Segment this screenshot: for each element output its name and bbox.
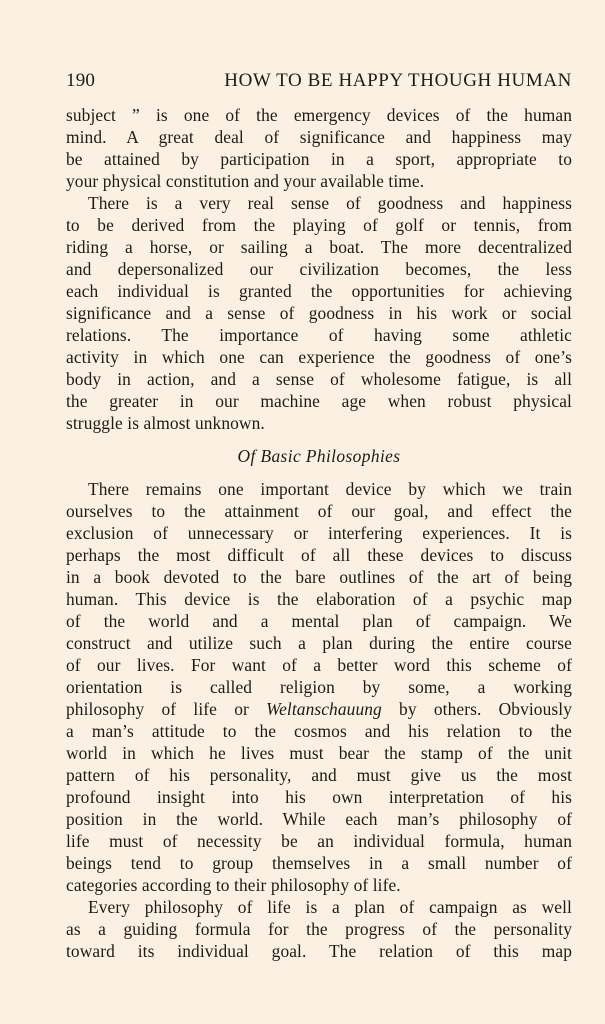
text-line: orientation is called religion by some, a working (66, 677, 572, 697)
running-head: HOW TO BE HAPPY THOUGH HUMAN (224, 70, 572, 91)
text-line: Every philosophy of life is a plan of campaign as well (88, 897, 572, 917)
page-header (66, 70, 576, 98)
text-line: mind. A great deal of significance and happiness may (66, 127, 572, 147)
text-line: perhaps the most difficult of all these devices to discuss (66, 545, 572, 565)
text-line: be attained by participation in a sport, appropriate to (66, 149, 572, 169)
text-line: profound insight into his own interpretation of his (66, 787, 572, 807)
paragraph-1 (66, 104, 572, 192)
text-line: the greater in our machine age when robust physical (66, 391, 572, 411)
text-line: in a book devoted to the bare outlines of the art of being (66, 567, 572, 587)
text-line: ourselves to the attainment of our goal, and effect the (66, 501, 572, 521)
text-line: riding a horse, or sailing a boat. The more decentralized (66, 237, 572, 257)
text-line: position in the world. While each man’s philosophy of (66, 809, 572, 829)
text-line: world in which he lives must bear the stamp of the unit (66, 743, 572, 763)
text-line: exclusion of unnecessary or interfering experiences. It is (66, 523, 572, 543)
text-line: subject ” is one of the emergency devices of the human (66, 105, 572, 125)
text-line: categories according to their philosophy of life. (66, 875, 401, 895)
italic-term: Weltanschauung (266, 699, 382, 719)
text-line: toward its individual goal. The relation of this map (66, 941, 572, 961)
paragraph-3 (66, 478, 572, 896)
text-line: pattern of his personality, and must give us the most (66, 765, 572, 785)
text-line: of the world and a mental plan of campaign. We (66, 611, 572, 631)
text-line: significance and a sense of goodness in his work or social (66, 303, 572, 323)
paragraph-4 (66, 896, 572, 962)
text-run: by others. Obviously (381, 699, 572, 719)
text-line: as a guiding formula for the progress of the personality (66, 919, 572, 939)
text-line: There is a very real sense of goodness and happiness (88, 193, 572, 213)
page-number: 190 (66, 70, 96, 91)
text-line: your physical constitution and your available time. (66, 171, 425, 191)
text-line: There remains one important device by which we train (88, 479, 572, 499)
text-line: activity in which one can experience the goodness of one’s (66, 347, 572, 367)
text-line: human. This device is the elaboration of a psychic map (66, 589, 572, 609)
text-line: beings tend to group themselves in a small number of (66, 853, 572, 873)
text-line-with-italic (66, 698, 572, 720)
text-line: each individual is granted the opportunities for achieving (66, 281, 572, 301)
text-line: to be derived from the playing of golf or tennis, from (66, 215, 572, 235)
text-line: and depersonalized our civilization becomes, the less (66, 259, 572, 279)
section-heading: Of Basic Philosophies (237, 446, 401, 466)
body-text (66, 104, 572, 962)
text-line: a man’s attitude to the cosmos and his relation to the (66, 721, 572, 741)
text-line: struggle is almost unknown. (66, 413, 265, 433)
text-line: body in action, and a sense of wholesome fatigue, is all (66, 369, 572, 389)
text-line: construct and utilize such a plan during the entire course (66, 633, 572, 653)
text-line: of our lives. For want of a better word this scheme of (66, 655, 572, 675)
text-line: life must of necessity be an individual formula, human (66, 831, 572, 851)
paragraph-2 (66, 192, 572, 434)
text-run: philosophy of life or (66, 699, 267, 719)
text-line: relations. The importance of having some athletic (66, 325, 572, 345)
